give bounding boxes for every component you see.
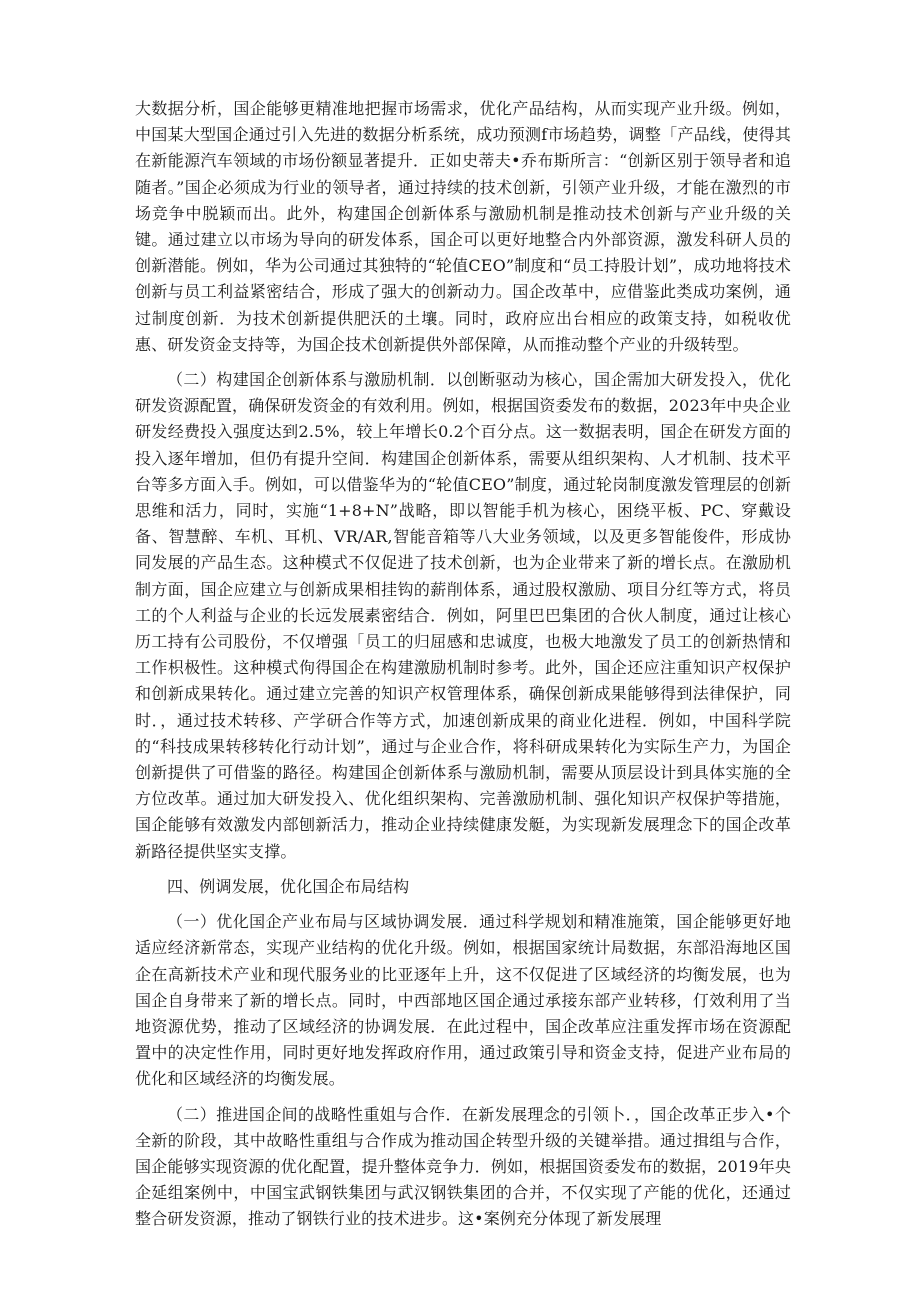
body-paragraph-continuation: 大数据分析，国企能够更精准地把握市场需求，优化产品结构，从而实现产业升级。例如，中国某大型国企通过引入先进的数据分析系统，成功预测f市场趋势，调整「产品线，使得其在新能源汽车领域的市场份额显著提升．正如史蒂夫•乔布斯所言：“创新区别于领导者和追随者。”国企必须成为行业的领导者，通过持续的技术创新，引领产业升级，才能在激烈的市场竞争中脱颖而出。此外，构建国企创新体系与激励机制是推动技术创新与产业升级的关键。通过建立以市场为导向的研发体系，国企可以更好地整合内外部资源，激发科研人员的创新潜能。例如，华为公司通过其独特的“轮值CEO”制度和“员工持股计划”，成功地将技术创新与员工利益紧密结合，形成了强大的创新动力。国企改革中，应借鉴此类成功案例，通过制度创新．为技术创新提供肥沃的土壤。同时，政府应出台相应的政策支持，如税收优惠、研发资金支持等，为国企技术创新提供外部保障，从而推动整个产业的升级转型。	[135, 99, 791, 354]
body-paragraph-innovation-system: （二）构建国企创新体系与激励机制．以创断驱动为核心，国企需加大研发投入，优化研发资源配置，确保研发资金的有效利用。例如，根据国资委发布的数据，2023年中央企业研发经费投入强度达到2.5%，较上年增长0.2个百分点。这一数据表明，国企在研发方面的投入逐年增加，但仍有提升空间．构建国企创新体系，需要从组织架构、人才机制、技术平台等多方面入手。例如，可以借鉴华为的“轮值CEO”制度，通过轮岗制度激发管理层的创新思维和活力，同时，实施“1+8+N”战略，即以智能手机为核心，困绕平板、PC、穿戴设备、智慧醉、车机、耳机、VR/AR,智能音箱等八大业务领域，以及更多智能俊件，形成协同发展的产品生态。这种模式不仅促进了技术创新，也为企业带来了新的增长点。在激励机制方面，国企应建立与创新成果相挂钩的薪削体系，通过股权激励、项目分红等方式，将员工的个人利益与企业的长远发展素密结合．例如，阿里巴巴集团的合伙人制度，通过让核心历工持有公司股份，不仅增强「员工的归屈感和忠诚度，也极大地激发了员工的创新热情和工作枳极性。这种模式佝得国企在构建激励机制时参考。此外，国企还应注重知识产权保护和创新成果转化。通过建立完善的知识产权管理体系，确保创新成果能够得到法律保护，同时．，通过技术转移、产学研合作等方式，加速创新成果的商业化进程．例如，中国科学院的“科技成果转移转化行动计划”，通过与企业合作，将科研成果转化为实际生产力，为国企创新提供了可借鉴的路径。构建国企创新体系与激励机制，需要从顶层设计到具体实施的全方位改革。通过加大研发投入、优化组织架构、完善激励机制、强化知识产权保护等措施，国企能够有效激发内部刨新活力，推动企业持续健康发艇，为实现新发展理念下的国企改革新路径提供坚实支撑。	[135, 370, 791, 861]
section-heading-coordinated-development: 四、例调发展，优化国企布局结构	[167, 876, 410, 896]
body-paragraph-industrial-layout: （一）优化国企产业布局与区域协调发展．通过科学规划和精准施策，国企能够更好地适应经济新常态，实现产业结构的优化升级。例如，根据国家统计局数据，东部沿海地区国企在高新技术产业和现代服务业的比亚逐年上升，这不仅促进了区域经济的均衡发展，也为国企自身带来了新的增长点。同时，中西部地区国企通过承接东部产业转移，仃效利用了当地资源优势，推动了区域经济的协调发展．在此过程中，国企改革应注重发挥市场在资源配置中的决定性作用，同时更好地发挥政府作用，通过政策引导和资金支持，促进产业布局的优化和区域经济的均衡发展。	[135, 912, 791, 1089]
body-paragraph-strategic-restructuring: （二）推进国企间的战略性重姐与合作．在新发展理念的引领卜．，国企改革正步入•个全新的阶段，其中故略性重组与合作成为推动国企转型升级的关键举措。通过揖组与合作，国企能够实现资源的优化配置，提升整体竞争力．例如，根据国资委发布的数据，2019年央企延组案例中，中国宝武钢铁集团与武汉钢铁集团的合并，不仅实现了产能的优化，还通过整合研发资源，推动了钢铁行业的技术进步。这•案例充分体现了新发展理	[135, 1104, 791, 1229]
document-body	[135, 96, 791, 1242]
